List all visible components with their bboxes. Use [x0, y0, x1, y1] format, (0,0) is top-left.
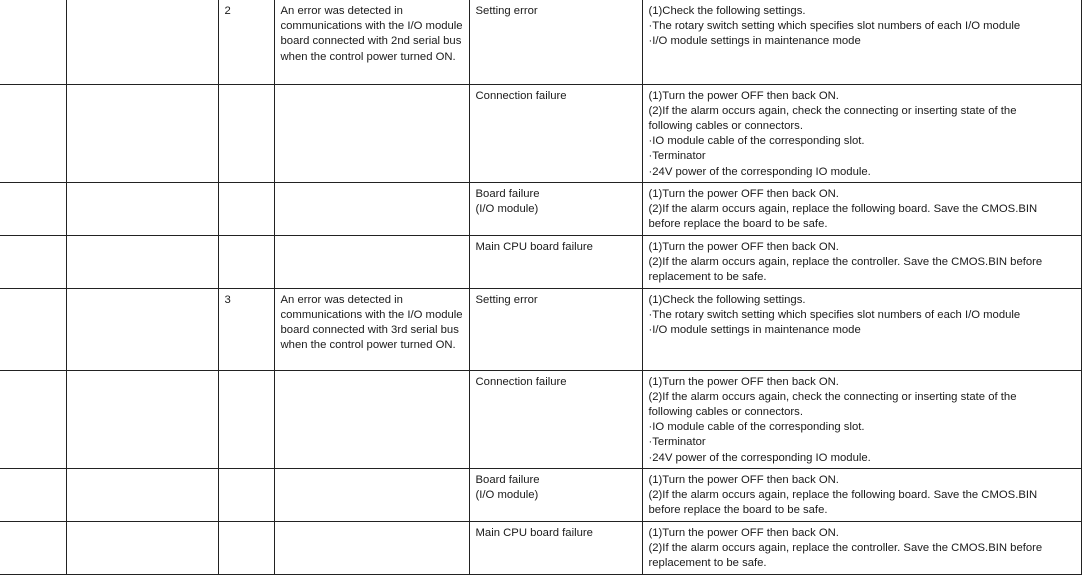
cause-line: Board failure: [475, 187, 540, 200]
alarm-name-cell: [66, 0, 218, 84]
alarm-name-cell: [66, 370, 218, 468]
alarm-number-cell: [0, 468, 66, 521]
remedy-cell: [642, 0, 1081, 84]
description-cell: An error was detected in communications with the I/O module board connected with 3rd serial bus when the control power turned ON.: [274, 288, 469, 370]
remedy-line: (1)Turn the power OFF then back ON.: [648, 526, 839, 539]
cause-line: Board failure: [475, 473, 540, 486]
cause-line: Connection failure: [475, 375, 567, 388]
cause-line: Connection failure: [475, 89, 567, 102]
remedy-line: (2)If the alarm occurs again, check the connecting or inserting state of the: [648, 390, 1017, 403]
cause-cell: [469, 235, 642, 288]
description-cell: [274, 235, 469, 288]
table-row: [0, 288, 1081, 370]
table-row: [0, 0, 1081, 84]
table-row: [0, 468, 1081, 521]
cause-cell: [469, 288, 642, 370]
remedy-line: ·The rotary switch setting which specifies slot numbers of each I/O module: [648, 20, 1021, 33]
alarm-number-cell: [0, 0, 66, 84]
remedy-line: (1)Check the following settings.: [648, 293, 806, 306]
alarm-name-cell: [66, 288, 218, 370]
remedy-line: ·I/O module settings in maintenance mode: [648, 35, 861, 48]
alarm-name-cell: [66, 468, 218, 521]
remedy-line: ·24V power of the corresponding IO module.: [648, 451, 871, 464]
table-row: [0, 235, 1081, 288]
cause-cell: [469, 468, 642, 521]
sub-code-cell: [218, 84, 274, 182]
remedy-line: before replace the board to be safe.: [648, 503, 828, 516]
remedy-line: (1)Turn the power OFF then back ON.: [648, 375, 839, 388]
remedy-line: (1)Turn the power OFF then back ON.: [648, 187, 839, 200]
sub-code-cell: [218, 370, 274, 468]
remedy-line: (2)If the alarm occurs again, check the connecting or inserting state of the: [648, 104, 1017, 117]
cause-line: Main CPU board failure: [475, 526, 593, 539]
sub-code-cell: [218, 182, 274, 235]
remedy-line: ·Terminator: [648, 436, 706, 449]
cause-cell: [469, 182, 642, 235]
table-row: [0, 370, 1081, 468]
description-cell: [274, 182, 469, 235]
remedy-line: (1)Turn the power OFF then back ON.: [648, 473, 839, 486]
remedy-line: replacement to be safe.: [648, 270, 767, 283]
description-cell: An error was detected in communications with the I/O module board connected with 2nd serial bus when the control power turned ON.: [274, 0, 469, 84]
remedy-line: replacement to be safe.: [648, 556, 767, 569]
remedy-cell: [642, 182, 1081, 235]
remedy-cell: [642, 235, 1081, 288]
remedy-line: ·IO module cable of the corresponding slot.: [648, 421, 865, 434]
alarm-name-cell: [66, 84, 218, 182]
cause-line: Setting error: [475, 5, 538, 17]
description-cell: [274, 521, 469, 574]
alarm-number-cell: [0, 521, 66, 574]
cause-line: (I/O module): [475, 488, 539, 501]
cause-cell: [469, 521, 642, 574]
remedy-line: ·IO module cable of the corresponding slot.: [648, 135, 865, 148]
remedy-line: (1)Check the following settings.: [648, 5, 806, 17]
remedy-cell: [642, 84, 1081, 182]
remedy-line: (2)If the alarm occurs again, replace the controller. Save the CMOS.BIN before: [648, 255, 1043, 268]
remedy-line: ·The rotary switch setting which specifies slot numbers of each I/O module: [648, 308, 1021, 321]
remedy-cell: [642, 370, 1081, 468]
sub-code-cell: [218, 521, 274, 574]
remedy-line: (2)If the alarm occurs again, replace the following board. Save the CMOS.BIN: [648, 488, 1038, 501]
alarm-number-cell: [0, 288, 66, 370]
table-row: [0, 182, 1081, 235]
remedy-line: following cables or connectors.: [648, 405, 803, 418]
remedy-line: following cables or connectors.: [648, 119, 803, 132]
remedy-cell: [642, 468, 1081, 521]
alarm-number-cell: [0, 235, 66, 288]
remedy-line: before replace the board to be safe.: [648, 217, 828, 230]
remedy-line: (2)If the alarm occurs again, replace the following board. Save the CMOS.BIN: [648, 202, 1038, 215]
cause-cell: [469, 0, 642, 84]
alarm-number-cell: [0, 370, 66, 468]
sub-code-cell: [218, 468, 274, 521]
cause-line: Setting error: [475, 293, 538, 306]
sub-code-cell: 2: [218, 0, 274, 84]
remedy-line: (1)Turn the power OFF then back ON.: [648, 89, 839, 102]
alarm-name-cell: [66, 235, 218, 288]
remedy-cell: [642, 288, 1081, 370]
cause-line: Main CPU board failure: [475, 240, 593, 253]
remedy-line: ·24V power of the corresponding IO module.: [648, 165, 871, 178]
table-row: [0, 84, 1081, 182]
alarm-name-cell: [66, 182, 218, 235]
table-row: [0, 521, 1081, 574]
alarm-name-cell: [66, 521, 218, 574]
sub-code-cell: 3: [218, 288, 274, 370]
remedy-line: (1)Turn the power OFF then back ON.: [648, 240, 839, 253]
remedy-cell: [642, 521, 1081, 574]
remedy-line: (2)If the alarm occurs again, replace the controller. Save the CMOS.BIN before: [648, 541, 1043, 554]
description-cell: [274, 370, 469, 468]
remedy-line: ·Terminator: [648, 150, 706, 163]
cause-line: (I/O module): [475, 202, 539, 215]
sub-code-cell: [218, 235, 274, 288]
alarm-number-cell: [0, 84, 66, 182]
remedy-line: ·I/O module settings in maintenance mode: [648, 323, 861, 336]
cause-cell: [469, 370, 642, 468]
description-cell: [274, 84, 469, 182]
cause-cell: [469, 84, 642, 182]
alarm-number-cell: [0, 182, 66, 235]
description-cell: [274, 468, 469, 521]
